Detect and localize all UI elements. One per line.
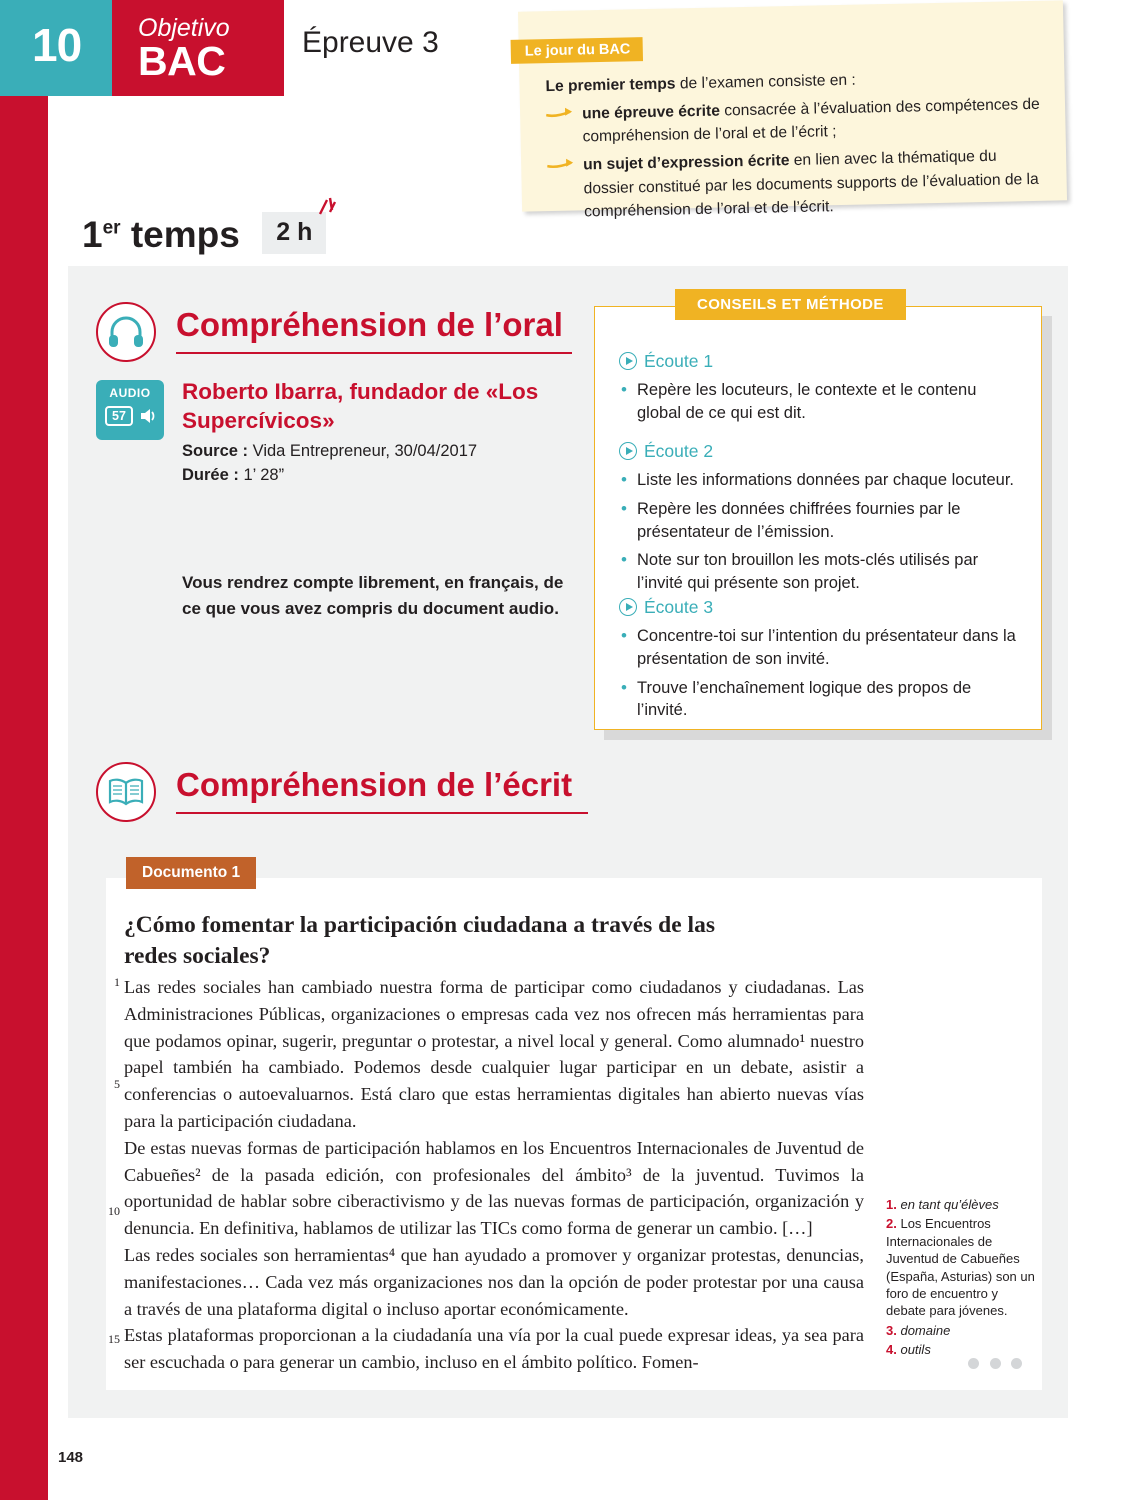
note-item1-bold: une épreuve écrite (581, 102, 721, 123)
documento-tab: Documento 1 (126, 857, 256, 889)
dot (990, 1358, 1001, 1369)
objectif-bac-badge (112, 0, 284, 96)
ecoute-2-label: Écoute 2 (644, 441, 714, 461)
jour-du-bac-note (518, 0, 1067, 221)
list-item: • Trouve l’enchaînement logique des propos de l’invité. (621, 677, 1025, 723)
paragraph: Las redes sociales han cambiado nuestra forma de participar como ciudadanos y ciudadanas. Las Administraciones Públicas, organizaciones o empresas cada vez nos ofrecen más herramientas para que podamos opinar, sugerir, preguntar o protestar, a nivel local y general. Como alumnado¹ nuestro papel también ha cambiado. Podemos desde cualquier lugar participar en un debate, asistir a conferencias o autoevaluarnos. Está claro que estas herramientas digitales han abierto nuevas vías para la participación ciudadana. (124, 977, 864, 1131)
jour-du-bac-tag: Le jour du BAC (511, 37, 643, 64)
temps-word: temps (120, 214, 240, 255)
ecoute-1-bullets (621, 379, 1021, 431)
line-number: 15 (108, 1331, 120, 1346)
epreuve-tab (284, 0, 480, 96)
ecoute-2-bullets (621, 469, 1025, 601)
conseils-tab: CONSEILS ET MÉTHODE (675, 289, 906, 320)
section-oral-title: Compréhension de l’oral (176, 306, 563, 343)
play-icon (619, 352, 637, 370)
audio-duree-label: Durée : (182, 465, 239, 484)
section-ecrit-rule (176, 812, 588, 814)
line-number: 1 (114, 975, 120, 989)
audio-badge (96, 380, 164, 440)
jour-du-bac-body (545, 65, 1048, 226)
unit-number-badge (0, 0, 112, 96)
speaker-icon (138, 406, 158, 426)
documento-body (124, 974, 864, 1376)
page-spine (0, 0, 48, 1500)
play-icon (619, 442, 637, 460)
unit-number: 10 (32, 19, 82, 71)
continuation-dots (962, 1356, 1022, 1374)
paragraph: Las redes sociales son herramientas⁴ que han ayudado a promover y organizar protestas, denuncias, manifestaciones… Cada vez más organizaciones nos dan la opción de poder protestar por una causa a través de una plataforma digital o incluso aportar económicamente. (124, 1244, 864, 1319)
arrow-icon (546, 106, 574, 121)
objectif-label: Objetivo (138, 14, 230, 42)
note-item1-rest: consacrée à l’évaluation des compétences de compréhension de l’oral et de l’écrit ; (582, 95, 1040, 146)
note-item2-bold: un sujet d’expression écrite (583, 152, 790, 174)
footnote-number: 3. (886, 1322, 897, 1338)
line-number: 5 (114, 1076, 120, 1091)
footnote-text: domaine (900, 1322, 951, 1338)
ecoute-3-bullets (621, 625, 1025, 728)
audio-meta (182, 440, 602, 488)
headphones-icon (108, 316, 144, 348)
footnote (886, 1322, 1036, 1339)
audio-title: Roberto Ibarra, fundador de «Los Supercívicos» (182, 379, 539, 433)
section-ecrit-title: Compréhension de l’écrit (176, 766, 573, 803)
spark-icon (314, 194, 340, 220)
temps-sup: er (102, 217, 121, 239)
audio-duree (182, 464, 602, 488)
footnotes (886, 1196, 1036, 1361)
temps-duration: 2 h (276, 218, 313, 246)
footnote-number: 1. (886, 1197, 897, 1212)
arrow-icon (547, 158, 575, 173)
audio-source (182, 440, 602, 464)
temps-duration-badge (262, 212, 326, 254)
footnote-text: en tant qu’élèves (900, 1197, 999, 1212)
note-item-2 (547, 144, 1048, 226)
ecoute-3-label: Écoute 3 (644, 597, 714, 617)
documento-card (106, 878, 1042, 1390)
section-oral-rule (176, 352, 572, 354)
play-icon (619, 598, 637, 616)
footnote (886, 1196, 1036, 1213)
line-numbers (96, 974, 120, 1348)
paragraph: De estas nuevas formas de participación hablamos en los Encuentros Internacionales de Juventud de Cabueñes² de la pasada edición, con profesionales del ámbito³ de la juventud. Tuvimos la oportunidad de hablar sobre ciberactivismo y de las nuevas formas de participación, organización y denuncia. En definitiva, hablamos de utilizar las TICs como forma de generar un cambio. […] (124, 1137, 864, 1239)
audio-duree-value: 1’ 28” (238, 465, 285, 484)
audio-badge-label: AUDIO (109, 386, 151, 400)
note-item-1 (546, 92, 1047, 150)
bac-label: BAC (138, 38, 226, 84)
temps-number: 1 (82, 214, 103, 255)
footnote-number: 4. (886, 1342, 897, 1358)
note-item2-rest: en lien avec la thématique du dossier constitué par les documents supports de l’évaluation de la compréhension de l’oral et de l’écrit. (583, 147, 1039, 221)
footnote-text: outils (900, 1342, 931, 1358)
note-intro-rest: de l’examen consiste en : (675, 71, 856, 93)
unit-header (0, 0, 480, 96)
conseils-card (594, 296, 1042, 730)
footnote-number: 2. (886, 1216, 897, 1232)
ecoute-1-heading (619, 351, 713, 372)
page-number: 148 (58, 1449, 84, 1466)
temps-heading (82, 212, 326, 258)
list-item: • Repère les locuteurs, le contexte et le contenu global de ce qui est dit. (621, 379, 1021, 425)
dot (1011, 1358, 1022, 1369)
line-number: 10 (108, 1204, 120, 1219)
book-icon (108, 777, 144, 807)
temps-title (82, 214, 240, 256)
list-item: • Concentre-toi sur l’intention du présentateur dans la présentation de son invité. (621, 625, 1025, 671)
list-item: • Liste les informations données par chaque locuteur. (621, 469, 1025, 492)
ecoute-3-heading (619, 597, 713, 618)
note-intro-bold: Le premier temps (545, 75, 676, 96)
footnote-text: Los Encuentros Internacionales de Juventud de Cabueñes (España, Asturias) son un foro de encuentro y debate para jóvenes. (886, 1216, 1035, 1319)
audio-track-number: 57 (105, 406, 133, 426)
documento-title: ¿Cómo fomentar la participación ciudadana a través de las redes sociales? (124, 912, 715, 970)
ecoute-1-label: Écoute 1 (644, 351, 714, 371)
footnote (886, 1215, 1036, 1319)
audio-source-label: Source : (182, 442, 249, 460)
list-item: • Repère les données chiffrées fournies par le présentateur de l’émission. (621, 498, 1025, 544)
ecoute-2-heading (619, 441, 713, 462)
dot (968, 1358, 979, 1369)
audio-source-value: Vida Entrepreneur, 30/04/2017 (248, 442, 478, 460)
epreuve-label: Épreuve 3 (302, 26, 439, 59)
audio-instruction: Vous rendrez compte librement, en français, de ce que vous avez compris du document audio. (182, 573, 564, 618)
paragraph: Estas plataformas proporcionan a la ciudadanía una vía por la cual puede expresar ideas, ya sea para ser escuchada o para generar un cambio, incluso en el ámbito político. Fomen- (124, 1325, 864, 1373)
list-item: • Note sur ton brouillon les mots-clés utilisés par l’invité qui présente son projet. (621, 549, 1025, 595)
